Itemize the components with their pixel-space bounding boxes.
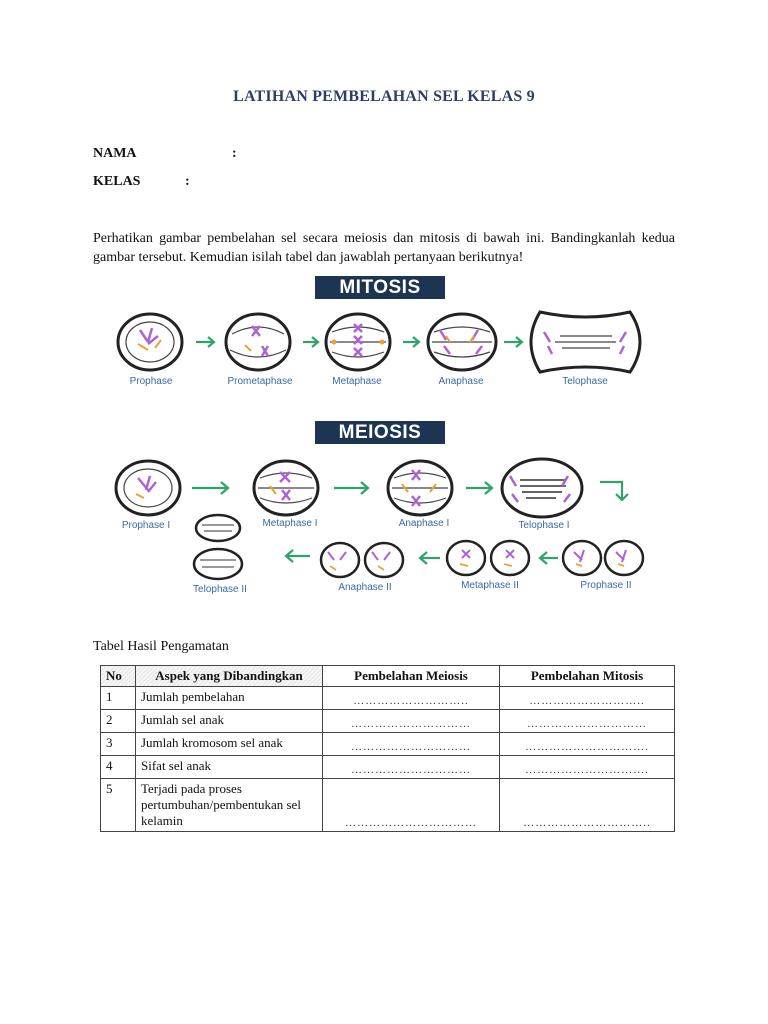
meiosis-banner: MEIOSIS [315,421,445,444]
meiosis-label-anaphase2: Anaphase II [338,582,392,593]
header-aspect: Aspek yang Dibandingkan [136,666,323,687]
mitosis-metaphase-cell [326,314,390,370]
mitosis-answer-dots: ………………………….. [523,817,651,829]
table-row [101,687,675,710]
meiosis-answer-dots: …………………………… [345,817,477,829]
meiosis-prophase1-cell [116,461,180,515]
mitosis-telophase-cell [531,312,640,372]
row-no: 5 [101,779,136,832]
meiosis-anaphase2-cells [321,543,403,577]
row-aspect: Sifat sel anak [136,756,323,779]
header-mitosis: Pembelahan Mitosis [500,666,675,687]
table-row [101,710,675,733]
meiosis-answer-dots: ……………………….. [353,695,469,707]
kelas-label: KELAS [93,174,141,189]
mitosis-banner: MITOSIS [315,276,445,299]
nama-label: NAMA [93,146,137,161]
row-aspect: Terjadi pada proses pertumbuhan/pembentukan sel kelamin [136,779,323,832]
mitosis-answer-dots: …………………………. [525,741,649,753]
meiosis-answer-cell[interactable] [323,779,500,832]
meiosis-answer-cell[interactable] [323,687,500,710]
meiosis-telophase1-cell [502,459,582,517]
table-row [101,779,675,832]
meiosis-label-anaphase1: Anaphase I [398,518,450,529]
row-aspect: Jumlah kromosom sel anak [136,733,323,756]
mitosis-label-anaphase: Anaphase [438,376,484,387]
meiosis-answer-dots: ………………………… [351,764,471,776]
meiosis-label-telophase2: Telophase II [193,584,247,595]
mitosis-prophase-cell [118,314,182,370]
meiosis-answer-cell[interactable] [323,710,500,733]
row-aspect: Jumlah pembelahan [136,687,323,710]
meiosis-answer-dots: ………………………… [351,718,471,730]
meiosis-label-metaphase1: Metaphase I [262,518,318,529]
table-row [101,733,675,756]
meiosis-answer-cell[interactable] [323,756,500,779]
mitosis-label-metaphase: Metaphase [332,376,382,387]
mitosis-answer-cell[interactable] [500,756,675,779]
mitosis-label-prophase: Prophase [129,376,173,387]
meiosis-answer-dots: ………………………… [351,741,471,753]
meiosis-label-prophase2: Prophase II [580,580,632,591]
header-no: No [101,666,136,687]
mitosis-answer-dots: ………………………… [527,718,647,730]
mitosis-anaphase-cell [428,314,496,370]
row-no: 1 [101,687,136,710]
mitosis-answer-dots: …………………………. [525,764,649,776]
row-no: 4 [101,756,136,779]
mitosis-answer-cell[interactable] [500,779,675,832]
nama-colon: : [232,146,237,161]
kelas-colon: : [185,174,190,189]
meiosis-telophase2-cells [194,515,242,579]
mitosis-answer-cell[interactable] [500,733,675,756]
table-row [101,756,675,779]
mitosis-prometaphase-cell [226,314,290,370]
meiosis-prophase2-cells [563,541,643,575]
meiosis-answer-cell[interactable] [323,733,500,756]
row-no: 3 [101,733,136,756]
meiosis-label-metaphase2: Metaphase II [461,580,519,591]
mitosis-answer-cell[interactable] [500,710,675,733]
observation-table [100,665,675,832]
table-caption: Tabel Hasil Pengamatan [93,639,229,654]
mitosis-label-telophase: Telophase [562,376,608,387]
table-header-row [101,666,675,687]
meiosis-metaphase1-cell [254,461,318,515]
mitosis-answer-dots: ……………………….. [529,695,645,707]
mitosis-label-prometaphase: Prometaphase [227,376,293,387]
page-title: LATIHAN PEMBELAHAN SEL KELAS 9 [233,88,535,105]
meiosis-label-telophase1: Telophase I [518,520,570,531]
meiosis-label-prophase1: Prophase I [121,520,171,531]
header-meiosis: Pembelahan Meiosis [323,666,500,687]
row-no: 2 [101,710,136,733]
meiosis-anaphase1-cell [388,461,452,515]
instruction-text: Perhatikan gambar pembelahan sel secara meiosis dan mitosis di bawah ini. Bandingkanlah kedua gambar tersebut. Kemudian isilah tabel dan jawablah pertanyaan berikutnya! [93,231,675,265]
mitosis-answer-cell[interactable] [500,687,675,710]
meiosis-metaphase2-cells [447,541,529,575]
row-aspect: Jumlah sel anak [136,710,323,733]
